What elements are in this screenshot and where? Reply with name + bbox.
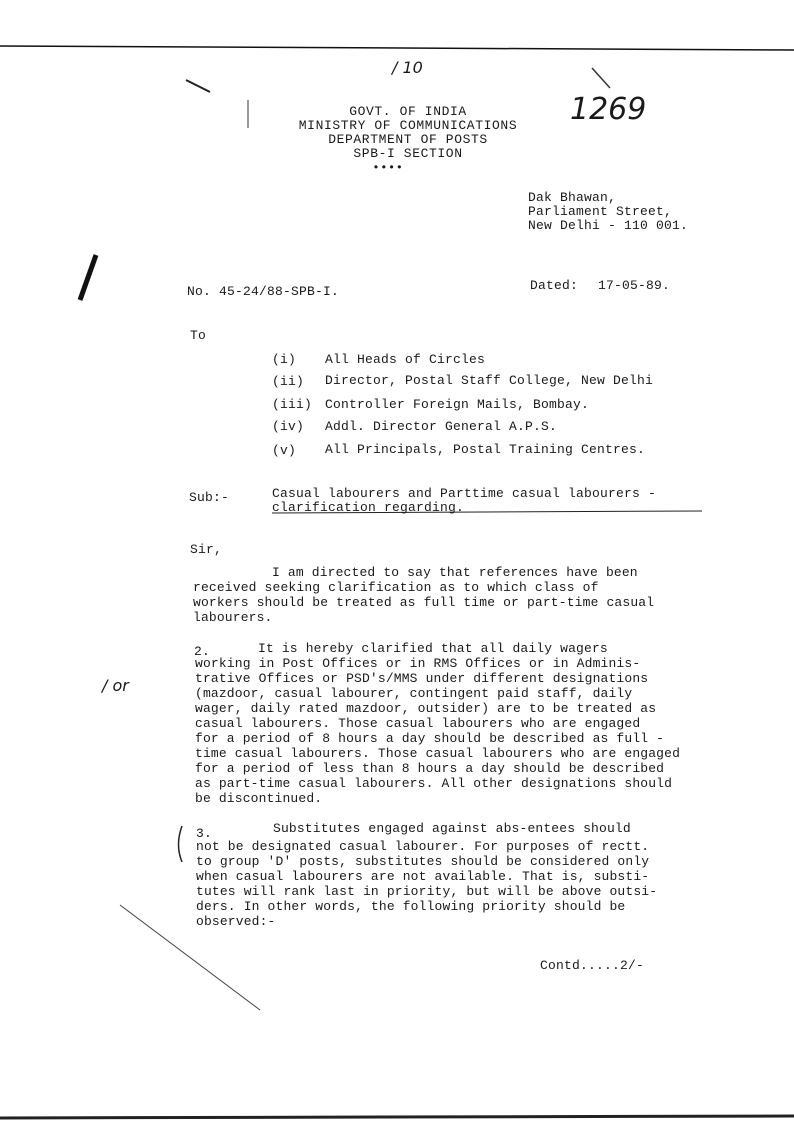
para2-line: for a period of less than 8 hours a day should be described <box>195 761 665 776</box>
para2-number: 2. <box>194 644 210 659</box>
para2-line: wager, daily rated mazdoor, outsider) are to be treated as <box>195 701 657 716</box>
para1-line: I am directed to say that references have been <box>272 565 638 580</box>
para3-number: 3. <box>196 826 212 841</box>
para2-line: for a period of 8 hours a day should be described as full - <box>195 731 665 746</box>
para1-line: workers should be treated as full time or part-time casual <box>193 595 655 610</box>
address-line-1: Dak Bhawan, <box>528 190 617 205</box>
para3-line: tutes will rank last in priority, but will be above outsi- <box>196 884 658 899</box>
para2-line: be discontinued. <box>195 791 323 806</box>
para2-line: time casual labourers. Those casual labourers who are engaged <box>195 746 681 761</box>
dated-value: 17-05-89. <box>598 278 671 293</box>
para3-line: observed:- <box>196 914 276 929</box>
para2-line: It is hereby clarified that all daily wagers <box>258 641 608 656</box>
recipient-text: Director, Postal Staff College, New Delhi <box>325 373 654 388</box>
subject-line-1: Casual labourers and Parttime casual labourers - <box>272 486 657 501</box>
margin-note: / or <box>102 676 129 695</box>
recipient-num: (i) <box>272 352 297 367</box>
file-number-handwritten: 1269 <box>570 92 647 127</box>
para3-line: not be designated casual labourer. For purposes of rectt. <box>196 839 650 854</box>
para1-line: labourers. <box>193 610 273 625</box>
para3-line: Substitutes engaged against abs-entees should <box>273 821 631 836</box>
subject-label: Sub:- <box>189 490 230 505</box>
header-section: SPB-I SECTION <box>353 146 463 161</box>
recipient-num: (ii) <box>272 374 305 389</box>
address-line-2: Parliament Street, <box>528 204 673 219</box>
header-department: DEPARTMENT OF POSTS <box>328 132 488 147</box>
top-handwritten-mark: / 10 <box>392 58 423 77</box>
para2-line: trative Offices or PSD's/MMS under different designations <box>195 671 649 686</box>
para2-line: working in Post Offices or in RMS Offices or in Adminis- <box>195 656 641 671</box>
recipient-num: (iv) <box>272 419 305 434</box>
recipient-num: (v) <box>272 443 297 458</box>
header-govt: GOVT. OF INDIA <box>349 104 467 119</box>
para1-line: received seeking clarification as to which class of <box>193 580 599 595</box>
recipient-text: Addl. Director General A.P.S. <box>325 419 558 434</box>
para3-line: when casual labourers are not available. That is, substi- <box>196 869 650 884</box>
header-ornament: •••• <box>372 161 404 175</box>
para2-line: casual labourers. Those casual labourers who are engaged <box>195 716 641 731</box>
recipient-text: All Principals, Postal Training Centres. <box>325 442 646 457</box>
reference-number: No. 45-24/88-SPB-I. <box>187 284 340 299</box>
subject-line-2: clarification regarding. <box>272 500 465 515</box>
recipient-text: Controller Foreign Mails, Bombay. <box>325 397 590 412</box>
para2-line: as part-time casual labourers. All other designations should <box>195 776 673 791</box>
header-ministry: MINISTRY OF COMMUNICATIONS <box>298 118 518 133</box>
para3-line: ders. In other words, the following priority should be <box>196 899 626 914</box>
recipient-text: All Heads of Circles <box>325 352 486 367</box>
continued-note: Contd.....2/- <box>540 958 645 973</box>
to-label: To <box>190 328 207 343</box>
recipient-num: (iii) <box>272 397 313 412</box>
address-line-3: New Delhi - 110 001. <box>528 218 689 233</box>
para3-line: to group 'D' posts, substitutes should be considered only <box>196 854 650 869</box>
para2-line: (mazdoor, casual labourer, contingent paid staff, daily <box>195 686 633 701</box>
salutation: Sir, <box>190 542 223 557</box>
dated-label: Dated: <box>530 278 579 293</box>
